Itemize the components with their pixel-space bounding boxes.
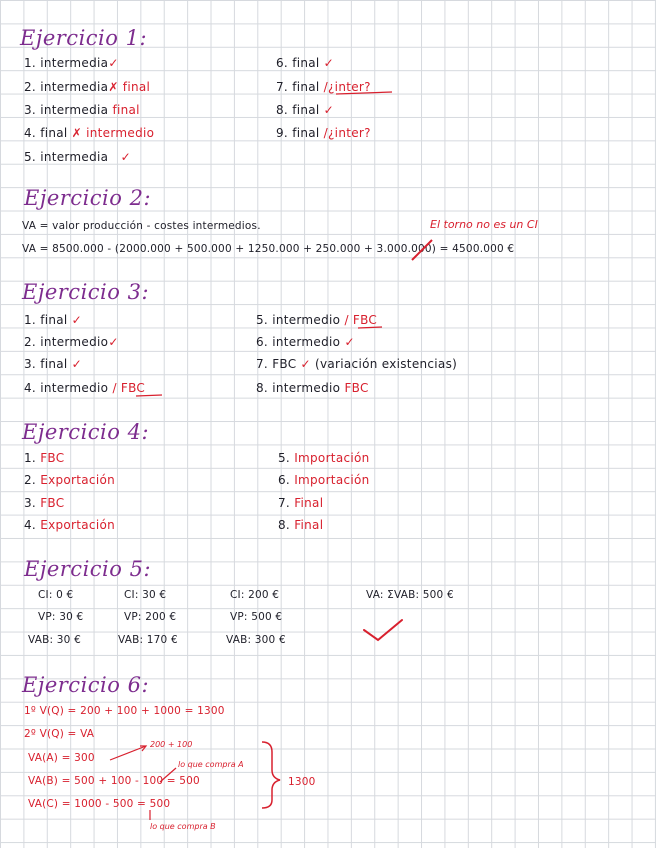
list-item: 4. final ✗ intermedio — [24, 126, 155, 140]
list-item: 2. Exportación — [24, 473, 116, 487]
ex2-teacher-note: El torno no es un CI — [430, 218, 538, 231]
arrow-icon — [110, 746, 146, 760]
ex6-note-b: lo que compra A — [178, 760, 244, 769]
ex3-title: Ejercicio 3: — [22, 280, 150, 304]
ex5-ci-c: CI: 200 € — [230, 589, 280, 601]
underline-mark — [336, 92, 392, 94]
list-item: 5. intermedia ✓ — [24, 150, 132, 164]
list-item: 5. intermedio / FBC — [256, 313, 378, 327]
ex5-vab-c: VAB: 300 € — [226, 634, 286, 646]
list-item: 6. Importación — [278, 473, 370, 487]
ex6-title: Ejercicio 6: — [22, 673, 150, 697]
list-item: 3. intermedia final — [24, 103, 140, 117]
list-item: 8. final ✓ — [276, 103, 335, 117]
ex6-line-5: VA(C) = 1000 - 500 = 500 — [28, 798, 171, 810]
check-mark-icon — [364, 620, 402, 640]
list-item: 6. intermedio ✓ — [256, 335, 355, 349]
ex5-vp-a: VP: 30 € — [38, 611, 84, 623]
list-item: 3. final ✓ — [24, 357, 83, 371]
list-item: 5. Importación — [278, 451, 370, 465]
list-item: 1. final ✓ — [24, 313, 83, 327]
arrow-icon — [160, 768, 176, 782]
ex5-vp-c: VP: 500 € — [230, 611, 283, 623]
ex6-note-c: lo que compra B — [150, 822, 216, 831]
list-item: 4. intermedio / FBC — [24, 381, 146, 395]
ex5-vab-a: VAB: 30 € — [28, 634, 81, 646]
ex5-title: Ejercicio 5: — [24, 557, 152, 581]
ex5-ci-b: CI: 30 € — [124, 589, 167, 601]
ex5-vp-b: VP: 200 € — [124, 611, 177, 623]
ex6-total: 1300 — [288, 776, 316, 788]
ex2-title: Ejercicio 2: — [24, 186, 152, 210]
list-item: 3. FBC — [24, 496, 65, 510]
ex2-formula: VA = valor producción - costes intermedios. — [22, 220, 261, 232]
underline-mark — [358, 327, 382, 328]
ex2-calculation: VA = 8500.000 - (2000.000 + 500.000 + 1250.000 + 250.000 + 3.000.000) = 4500.000 € — [22, 243, 515, 255]
list-item: 7. FBC ✓ (variación existencias) — [256, 357, 458, 371]
list-item: 4. Exportación — [24, 518, 116, 532]
ex6-line-3: VA(A) = 300 — [28, 752, 95, 764]
list-item: 8. intermedio FBC — [256, 381, 369, 395]
ex6-note-a: 200 + 100 — [150, 740, 193, 749]
ex5-vab-b: VAB: 170 € — [118, 634, 178, 646]
ex6-line-2: 2º V(Q) = VA — [24, 728, 95, 740]
ex6-line-1: 1º V(Q) = 200 + 100 + 1000 = 1300 — [24, 705, 225, 717]
list-item: 8. Final — [278, 518, 324, 532]
ex5-total: VA: ΣVAB: 500 € — [366, 589, 454, 601]
list-item: 2. intermedio✓ — [24, 335, 119, 349]
list-item: 9. final /¿inter? — [276, 126, 371, 140]
list-item: 1. FBC — [24, 451, 65, 465]
list-item: 7. Final — [278, 496, 324, 510]
list-item: 6. final ✓ — [276, 56, 335, 70]
ex6-line-4: VA(B) = 500 + 100 - 100 = 500 — [28, 775, 200, 787]
list-item: 1. intermedia✓ — [24, 56, 119, 70]
ex5-ci-a: CI: 0 € — [38, 589, 74, 601]
brace-mark — [262, 742, 280, 808]
list-item: 2. intermedia✗ final — [24, 80, 151, 94]
ex1-title: Ejercicio 1: — [20, 26, 148, 50]
strike-mark — [412, 240, 432, 260]
underline-mark — [136, 395, 162, 396]
ex4-title: Ejercicio 4: — [22, 420, 150, 444]
list-item: 7. final /¿inter? — [276, 80, 371, 94]
